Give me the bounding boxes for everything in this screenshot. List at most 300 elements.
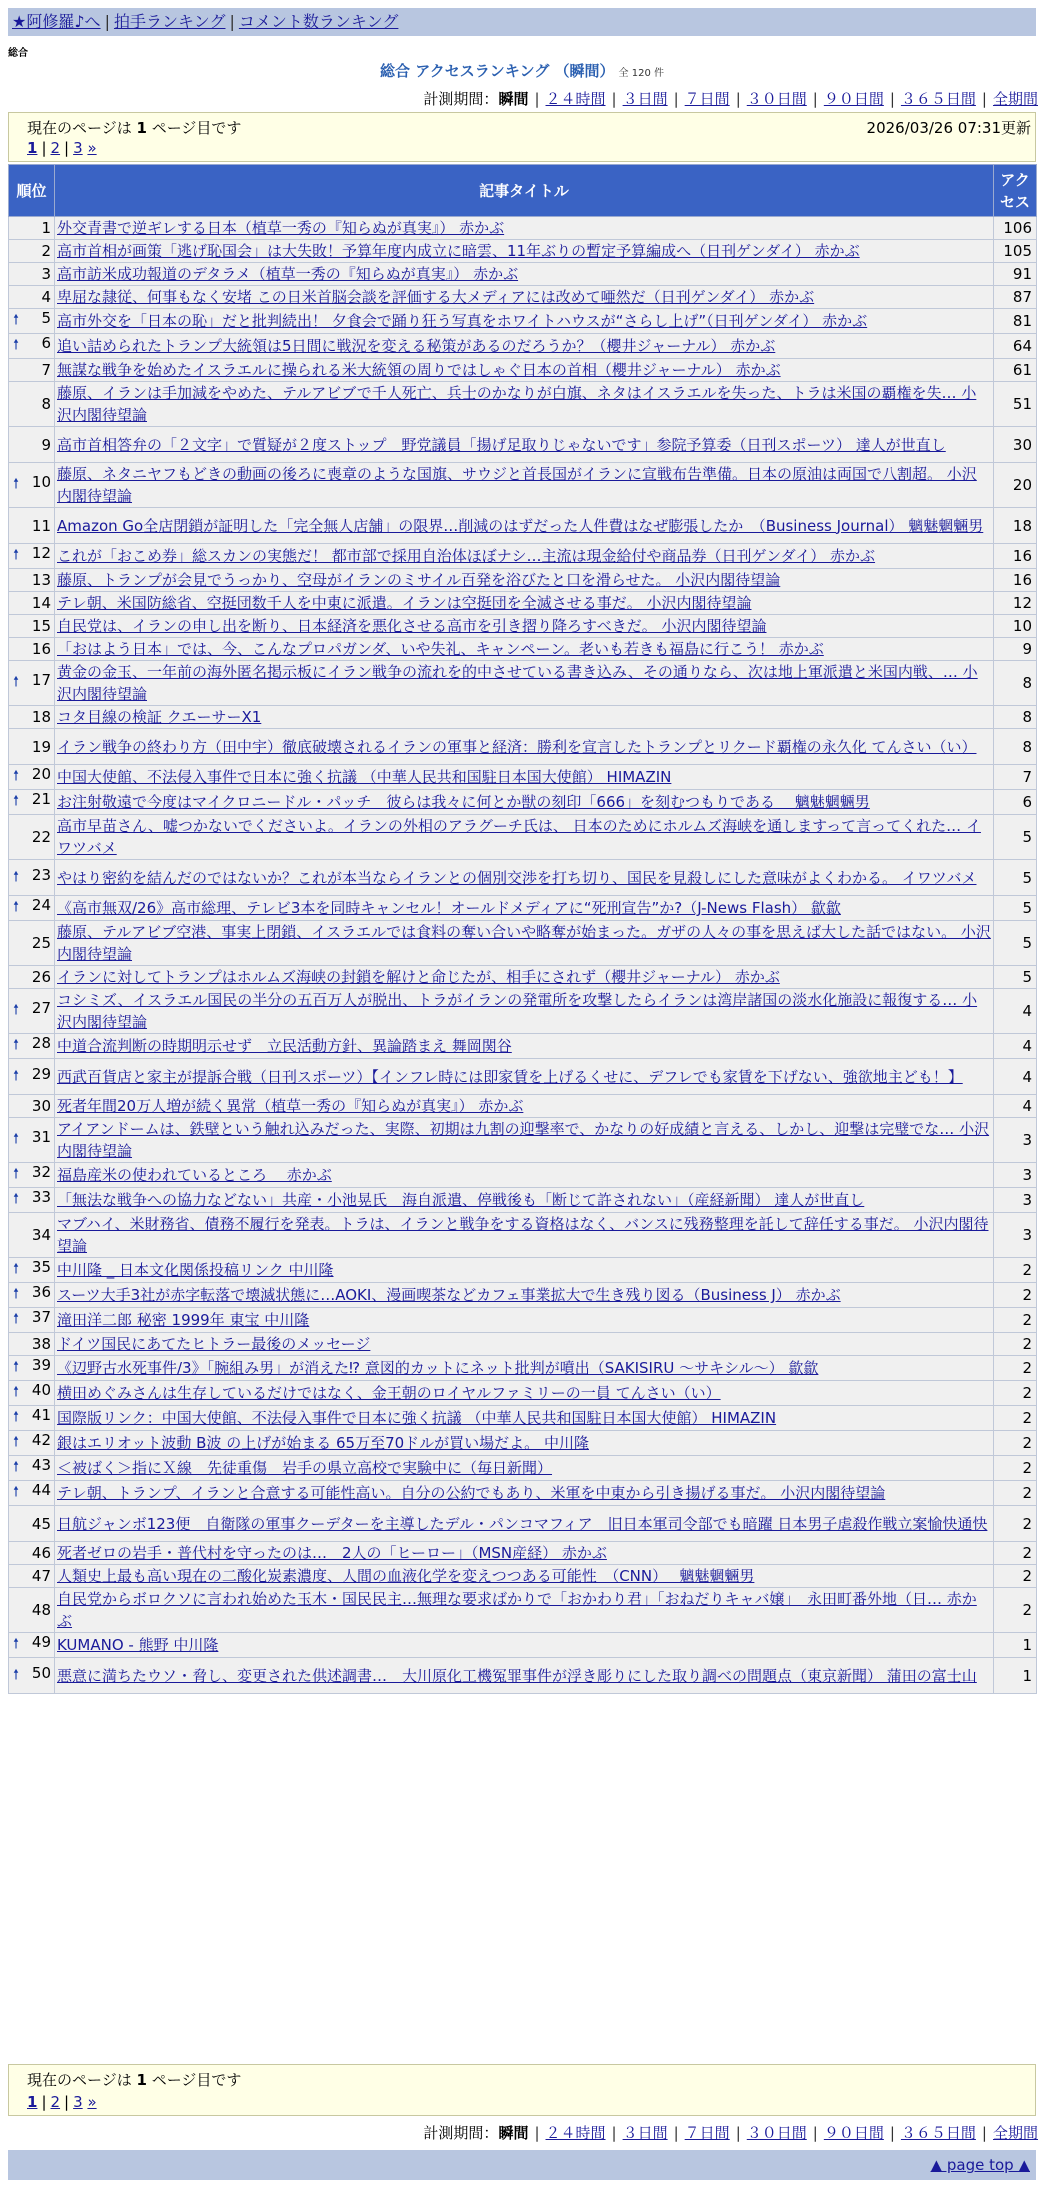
title-cell — [55, 427, 994, 463]
rank-number: 26 — [31, 968, 51, 986]
article-title-link[interactable]: 日航ジャンボ123便 自衛隊の軍事クーデターを主導したデル・パンコマフィア 旧日本軍司令部でも暗躍 日本男子虐殺作戦立案愉快通快 — [57, 1514, 988, 1533]
rank-cell — [9, 1481, 55, 1506]
rank-number: 7 — [41, 361, 51, 379]
period-separator: | — [812, 2124, 818, 2142]
period-separator: | — [611, 2124, 617, 2142]
access-count-cell: 16 — [994, 569, 1037, 592]
footer-bar — [8, 2150, 1036, 2180]
title-cell — [55, 1542, 994, 1565]
article-title-link[interactable]: 黄金の金玉、一年前の海外匿名掲示板にイラン戦争の流れを的中させている書き込み、その通りなら、次は地上軍派遣と米国内戦、… 小沢内閣待望論 — [57, 663, 978, 703]
nav-separator: | — [104, 12, 110, 31]
rank-cell — [9, 1565, 55, 1588]
rank-cell — [9, 569, 55, 592]
table-row — [9, 1588, 1037, 1633]
period-option-link[interactable]: ３日間 — [622, 90, 668, 108]
period-option-link[interactable]: ７日間 — [684, 2124, 730, 2142]
title-cell — [55, 1059, 994, 1095]
table-row — [9, 309, 1037, 334]
title-cell — [55, 569, 994, 592]
article-title-link[interactable]: 横田めぐみさんは生存しているだけではなく、金王朝のロイヤルファミリーの一員 てんさい（い） — [57, 1384, 721, 1402]
article-title-link[interactable]: 《辺野古水死事件/3》「腕組み男」が消えた⁉ 意図的カットにネット批判が噴出（SAKISIRU 〜サキシル〜） 歙歙 — [57, 1359, 819, 1377]
article-title-link[interactable]: テレ朝、トランプ、イランと合意する可能性高い。自分の公約でもあり、米軍を中東から引き揚げる事だ。 小沢内閣待望論 — [57, 1484, 886, 1502]
article-title-link[interactable]: やはり密約を結んだのではないか？これが本当ならイランとの個別交渉を打ち切り、国民を見殺しにした意味がよくわかる。 イワツバメ — [57, 868, 977, 887]
rank-up-arrow-icon: 🠕 — [13, 768, 20, 784]
table-row — [9, 544, 1037, 569]
rank-up-arrow-icon: 🠕 — [13, 1166, 20, 1182]
rank-number: 50 — [31, 1663, 51, 1682]
table-row — [9, 427, 1037, 463]
title-cell — [55, 896, 994, 921]
rank-up-arrow-icon: 🠕 — [13, 1384, 20, 1400]
rank-cell — [9, 1213, 55, 1258]
article-title-link[interactable]: 中道合流判断の時期明示せず 立民活動方針、異論踏まえ 舞岡関谷 — [57, 1037, 512, 1055]
table-row — [9, 1456, 1037, 1481]
title-cell — [55, 1213, 994, 1258]
rank-number: 9 — [41, 435, 51, 454]
rank-cell — [9, 1456, 55, 1481]
article-title-link[interactable]: 死者ゼロの岩手・普代村を守ったのは… 2人の「ヒーロー」（MSN産経） 赤かぶ — [57, 1544, 607, 1562]
rank-cell — [9, 359, 55, 382]
period-current: 瞬間 — [498, 2124, 529, 2142]
table-row — [9, 1381, 1037, 1406]
rank-number: 29 — [31, 1064, 51, 1083]
page-title — [0, 60, 1044, 81]
access-count-cell: 8 — [994, 706, 1037, 729]
rank-cell — [9, 592, 55, 615]
article-title-link[interactable]: スーツ大手3社が赤字転落で壊滅状態に…AOKI、漫画喫茶などカフェ事業拡大で生き残り図る（Business J） 赤かぶ — [57, 1286, 841, 1304]
table-row — [9, 286, 1037, 309]
rank-number: 15 — [31, 617, 51, 635]
article-title-link[interactable]: これが「おこめ券」総スカンの実態だ！ 都市部で採用自治体ほぼナシ…主流は現金給付や商品券（日刊ゲンダイ） 赤かぶ — [57, 547, 876, 565]
article-title-link[interactable]: 「おはよう日本」では、今、こんなプロパガンダ、いや失礼、キャンペーン。老いも若きも福島に行こう！ 赤かぶ — [57, 640, 824, 658]
title-cell — [55, 860, 994, 896]
rank-cell — [9, 309, 55, 334]
period-separator: | — [673, 2124, 679, 2142]
rank-cell — [9, 1381, 55, 1406]
period-option-link[interactable]: ７日間 — [684, 90, 730, 108]
period-separator: | — [981, 2124, 987, 2142]
table-row — [9, 1213, 1037, 1258]
period-option-link[interactable]: 全期間 — [992, 2124, 1038, 2142]
header-access-label: アクセス — [999, 170, 1030, 211]
period-option-link[interactable]: ２４時間 — [545, 2124, 606, 2142]
table-row — [9, 1356, 1037, 1381]
rank-up-arrow-icon: 🠕 — [13, 899, 20, 915]
rank-number: 35 — [31, 1258, 51, 1276]
article-title-link[interactable]: ドイツ国民にあてたヒトラー最後のメッセージ — [57, 1335, 371, 1353]
table-row — [9, 1095, 1037, 1118]
pagination-separator: | — [41, 139, 47, 157]
clap-ranking-link[interactable]: 拍手ランキング — [113, 12, 226, 31]
access-count-cell: 2 — [994, 1431, 1037, 1456]
title-cell — [55, 1431, 994, 1456]
rank-number: 14 — [31, 594, 51, 612]
period-option-link[interactable]: ３６５日間 — [900, 90, 976, 108]
article-title-link[interactable]: 人類史上最も高い現在の二酸化炭素濃度、人間の血液化学を変えつつある可能性 （CNN） 魑魅魍魎男 — [57, 1567, 755, 1585]
table-row — [9, 1308, 1037, 1333]
rank-number: 21 — [31, 790, 51, 808]
page-link[interactable]: 3 — [73, 2093, 83, 2111]
period-option-link[interactable]: ２４時間 — [545, 90, 606, 108]
table-row — [9, 217, 1037, 240]
table-row — [9, 463, 1037, 508]
period-separator: | — [611, 90, 617, 108]
access-count-cell: 30 — [994, 427, 1037, 463]
title-cell — [55, 1333, 994, 1356]
title-cell — [55, 1406, 994, 1431]
period-option-link[interactable]: ３日間 — [622, 2124, 668, 2142]
rank-cell — [9, 765, 55, 790]
article-title-link[interactable]: イランに対してトランプはホルムズ海峡の封鎖を解けと命じたが、相手にされず（櫻井ジャーナル） 赤かぶ — [57, 968, 780, 986]
pagination-separator: | — [64, 2093, 70, 2111]
article-title-link[interactable]: マブハイ、米財務省、債務不履行を発表。トラは、イランと戦争をする資格はなく、バンスに残務整理を託して辞任する事だ。 小沢内閣待望論 — [57, 1215, 989, 1255]
article-title-link[interactable]: 中川隆 _ 日本文化関係投稿リンク 中川隆 — [57, 1261, 334, 1279]
title-cell — [55, 638, 994, 661]
access-count-cell: 12 — [994, 592, 1037, 615]
header-rank-label: 順位 — [16, 181, 47, 200]
title-cell — [55, 263, 994, 286]
period-separator: | — [981, 90, 987, 108]
rank-up-arrow-icon: 🠕 — [13, 1002, 20, 1018]
access-count-cell: 105 — [994, 240, 1037, 263]
title-cell — [55, 966, 994, 989]
rank-number: 45 — [31, 1514, 51, 1533]
article-title-link[interactable]: テレ朝、米国防総省、空挺団数千人を中東に派遣。イランは空挺団を全滅させる事だ。 小沢内閣待望論 — [57, 594, 752, 612]
access-count-cell: 4 — [994, 1095, 1037, 1118]
period-label: 計測期間： — [423, 2124, 499, 2142]
access-count-cell: 2 — [994, 1506, 1037, 1542]
table-row — [9, 790, 1037, 815]
rank-up-arrow-icon: 🠕 — [13, 1067, 20, 1084]
access-count-cell: 7 — [994, 765, 1037, 790]
article-title-link[interactable]: 国際版リンク：中国大使館、不法侵入事件で日本に強く抗議 （中華人民共和国駐日本国大使館） HIMAZIN — [57, 1409, 777, 1427]
access-count-cell: 81 — [994, 309, 1037, 334]
table-row — [9, 921, 1037, 966]
page-number: 1 — [136, 119, 147, 137]
title-cell — [55, 706, 994, 729]
page-info-bottom — [8, 2064, 1036, 2116]
title-cell — [55, 1188, 994, 1213]
access-count-cell: 2 — [994, 1258, 1037, 1283]
title-cell — [55, 286, 994, 309]
rank-up-arrow-icon: 🠕 — [13, 476, 20, 492]
page-link[interactable]: 3 — [73, 139, 83, 157]
table-row — [9, 729, 1037, 765]
next-page-link[interactable]: » — [87, 139, 97, 157]
rank-cell — [9, 896, 55, 921]
access-count-cell: 61 — [994, 359, 1037, 382]
table-row — [9, 815, 1037, 860]
period-option-link[interactable]: ９０日間 — [823, 2124, 884, 2142]
access-count-cell: 51 — [994, 382, 1037, 427]
article-title-link[interactable]: 西武百貨店と家主が提訴合戦（日刊スポーツ）【インフレ時には即家賃を上げるくせに、デフレでも家賃を下げない、強欲地主ども！】 — [57, 1067, 963, 1086]
access-count-cell: 6 — [994, 790, 1037, 815]
rank-cell — [9, 815, 55, 860]
table-header-row — [9, 165, 1037, 217]
article-title-link[interactable]: 無謀な戦争を始めたイスラエルに操られる米大統領の周りではしゃぐ日本の首相（櫻井ジャーナル） 赤かぶ — [57, 361, 781, 379]
access-count-cell: 2 — [994, 1283, 1037, 1308]
article-title-link[interactable]: 銀はエリオット波動 B波 の上げが始まる 65万至70ドルが買い場だよ。 中川隆 — [57, 1434, 589, 1452]
title-cell — [55, 463, 994, 508]
article-title-link[interactable]: 藤原、イランは手加減をやめた、テルアビブで千人死亡、兵士のかなりが白旗、ネタはイスラエルを失った、トラは米国の覇権を失… 小沢内閣待望論 — [57, 384, 977, 424]
rank-number: 10 — [31, 473, 51, 491]
rank-number: 31 — [31, 1128, 51, 1146]
article-title-link[interactable]: 死者年間20万人増が続く異常（植草一秀の『知らぬが真実』） 赤かぶ — [57, 1097, 524, 1115]
home-link[interactable]: ★阿修羅♪へ — [12, 12, 101, 31]
rank-number: 1 — [41, 219, 51, 237]
article-title-link[interactable]: 滝田洋二郎 秘密 1999年 東宝 中川隆 — [57, 1311, 310, 1329]
article-title-link[interactable]: 「無法な戦争への協力などない」共産・小池晃氏 海自派遣、停戦後も「断じて許されない」（産経新聞） 達人が世直し — [57, 1191, 865, 1209]
article-title-link[interactable]: Amazon Go全店閉鎖が証明した「完全無人店舗」の限界…削減のはずだった人件費はなぜ膨張したか （Business Journal） 魑魅魍魎男 — [57, 516, 984, 535]
current-page-text — [27, 2069, 241, 2090]
rank-up-arrow-icon: 🠕 — [13, 1636, 20, 1652]
title-cell — [55, 615, 994, 638]
rank-up-arrow-icon: 🠕 — [13, 1359, 20, 1375]
rank-number: 37 — [31, 1308, 51, 1326]
access-count-cell: 2 — [994, 1308, 1037, 1333]
article-title-link[interactable]: 高市外交を「日本の恥」だと批判続出！ 夕食会で踊り狂う写真をホワイトハウスが“さらし上げ”（日刊ゲンダイ） 赤かぶ — [57, 312, 868, 330]
rank-cell — [9, 1588, 55, 1633]
rank-number: 36 — [31, 1283, 51, 1301]
rank-number: 22 — [31, 828, 51, 846]
article-title-link[interactable]: 藤原、テルアビブ空港、事実上閉鎖、イスラエルでは食料の奪い合いや略奪が始まった。ガザの人々の事を思えば大した話ではない。 小沢内閣待望論 — [57, 923, 991, 963]
page-text-suffix: ページ目です — [151, 119, 242, 137]
rank-cell — [9, 966, 55, 989]
article-title-link[interactable]: コタ目線の検証 クエーサーX1 — [57, 708, 262, 726]
access-count-cell: 2 — [994, 1356, 1037, 1381]
rank-up-arrow-icon: 🠕 — [13, 868, 20, 885]
article-title-link[interactable]: 追い詰められたトランプ大統領は5日間に戦況を変える秘策があるのだろうか？（櫻井ジャーナル） 赤かぶ — [57, 337, 776, 355]
title-cell — [55, 217, 994, 240]
title-cell — [55, 592, 994, 615]
rank-cell — [9, 1308, 55, 1333]
period-separator: | — [889, 90, 895, 108]
title-cell — [55, 334, 994, 359]
period-option-link[interactable]: ３０日間 — [746, 2124, 807, 2142]
article-title-link[interactable]: 藤原、ネタニヤフもどきの動画の後ろに喪章のような国旗、サウジと首長国がイランに宣戦布告準備。日本の原油は両国で八割超。 小沢内閣待望論 — [57, 465, 977, 505]
period-option-link[interactable]: ３６５日間 — [900, 2124, 976, 2142]
table-row — [9, 382, 1037, 427]
page-link[interactable]: 1 — [27, 2093, 38, 2111]
table-row — [9, 1163, 1037, 1188]
rank-number: 11 — [31, 516, 51, 535]
access-count-cell: 16 — [994, 544, 1037, 569]
access-count-cell: 1 — [994, 1658, 1037, 1694]
rank-number: 13 — [31, 571, 51, 589]
access-count-cell: 2 — [994, 1456, 1037, 1481]
rank-cell — [9, 334, 55, 359]
period-option-link[interactable]: ９０日間 — [823, 90, 884, 108]
page-text-prefix: 現在のページは — [27, 119, 132, 137]
table-row — [9, 706, 1037, 729]
table-row — [9, 765, 1037, 790]
table-row — [9, 1406, 1037, 1431]
rank-number: 39 — [31, 1356, 51, 1374]
table-row — [9, 1506, 1037, 1542]
period-option-link[interactable]: 全期間 — [992, 90, 1038, 108]
table-row — [9, 1542, 1037, 1565]
article-title-link[interactable]: 自民党からボロクソに言われ始めた玉木・国民民主…無理な要求ばかりで「おかわり君」「おねだりキャバ嬢」 永田町番外地（日… 赤かぶ — [57, 1590, 977, 1630]
rank-number: 46 — [31, 1544, 51, 1562]
rank-number: 12 — [31, 544, 51, 562]
article-title-link[interactable]: コシミズ、イスラエル国民の半分の五百万人が脱出、トラがイランの発電所を攻撃したらイランは湾岸諸国の淡水化施設に報復する… 小沢内閣待望論 — [57, 991, 978, 1031]
article-title-link[interactable]: 高市訪米成功報道のデタラメ（植草一秀の『知らぬが真実』） 赤かぶ — [57, 265, 519, 283]
article-title-link[interactable]: 悪意に満ちたウソ・脅し、変更された供述調書… 大川原化工機冤罪事件が浮き彫りにした取り調べの問題点（東京新聞） 蒲田の富士山 — [57, 1666, 977, 1685]
rank-cell — [9, 1406, 55, 1431]
access-count-cell: 2 — [994, 1565, 1037, 1588]
access-count-cell: 2 — [994, 1333, 1037, 1356]
article-title-link[interactable]: 高市早苗さん、嘘つかないでくださいよ。イランの外相のアラグーチ氏は、 日本のためにホルムズ海峡を通しますって言ってくれた… イワツバメ — [57, 817, 981, 857]
article-title-link[interactable]: イラン戦争の終わり方（田中宇）徹底破壊されるイランの軍事と経済：勝利を宣言したトランプとリクード覇権の永久化 てんさい（い） — [57, 737, 977, 756]
title-cell — [55, 989, 994, 1034]
period-current: 瞬間 — [498, 90, 529, 108]
nav-separator: | — [229, 12, 235, 31]
next-page-link[interactable]: » — [87, 2093, 97, 2111]
rank-number: 24 — [31, 896, 51, 914]
rank-number: 28 — [31, 1034, 51, 1052]
period-label: 計測期間： — [423, 90, 499, 108]
rank-number: 34 — [31, 1226, 51, 1244]
rank-cell — [9, 286, 55, 309]
table-row — [9, 860, 1037, 896]
access-count-cell: 5 — [994, 815, 1037, 860]
title-cell — [55, 1481, 994, 1506]
table-row — [9, 1565, 1037, 1588]
table-row — [9, 240, 1037, 263]
rank-cell — [9, 1188, 55, 1213]
rank-number: 6 — [41, 334, 51, 352]
access-count-cell: 4 — [994, 1034, 1037, 1059]
rank-cell — [9, 382, 55, 427]
page-link[interactable]: 1 — [27, 139, 38, 157]
rank-cell — [9, 240, 55, 263]
rank-cell — [9, 1258, 55, 1283]
comment-ranking-link[interactable]: コメント数ランキング — [238, 12, 399, 31]
table-row — [9, 638, 1037, 661]
page-number: 1 — [136, 2071, 147, 2089]
table-row — [9, 569, 1037, 592]
period-option-link[interactable]: ３０日間 — [746, 90, 807, 108]
article-title-link[interactable]: アイアンドームは、鉄壁という触れ込みだった、実際、初期は九割の迎撃率で、かなりの好成績と言える、しかし、迎撃は完璧でな… 小沢内閣待望論 — [57, 1120, 990, 1160]
total-count: 全 120 件 — [618, 68, 664, 79]
article-title-link[interactable]: 高市首相が画策「逃げ恥国会」は大失敗！予算年度内成立に暗雲、11年ぶりの暫定予算編成へ（日刊ゲンダイ） 赤かぶ — [57, 242, 860, 260]
access-count-cell: 2 — [994, 1406, 1037, 1431]
rank-cell — [9, 1506, 55, 1542]
table-row — [9, 896, 1037, 921]
article-title-link[interactable]: 福島産米の使われているところ 赤かぶ — [57, 1166, 332, 1184]
rank-up-arrow-icon: 🠕 — [13, 1459, 20, 1475]
period-selector-top — [423, 88, 1038, 109]
rank-up-arrow-icon: 🠕 — [13, 1037, 20, 1053]
rank-up-arrow-icon: 🠕 — [13, 1131, 20, 1147]
access-count-cell: 8 — [994, 729, 1037, 765]
rank-cell — [9, 1333, 55, 1356]
rank-cell — [9, 463, 55, 508]
table-row — [9, 1283, 1037, 1308]
article-title-link[interactable]: 卑屈な隷従、何事もなく安堵 この日米首脳会談を評価する大メディアには改めて唖然だ（日刊ゲンダイ） 赤かぶ — [57, 288, 815, 306]
table-row — [9, 615, 1037, 638]
rank-cell — [9, 1658, 55, 1694]
rank-number: 19 — [31, 737, 51, 756]
rank-number: 38 — [31, 1335, 51, 1353]
access-count-cell: 3 — [994, 1163, 1037, 1188]
rank-cell — [9, 706, 55, 729]
period-separator: | — [534, 2124, 540, 2142]
title-cell — [55, 309, 994, 334]
rank-number: 43 — [31, 1456, 51, 1474]
page-link[interactable]: 2 — [50, 2093, 61, 2111]
article-title-link[interactable]: 高市首相答弁の「２文字」で質疑が２度ストップ 野党議員「揚げ足取りじゃないです」参院予算委（日刊スポーツ） 達人が世直し — [57, 435, 946, 454]
article-title-link[interactable]: 《高市無双/26》高市総理、テレビ3本を同時キャンセル！オールドメディアに“死刑宣告”か?（J-News Flash） 歙歙 — [57, 899, 841, 917]
rank-cell — [9, 1118, 55, 1163]
access-count-cell: 2 — [994, 1481, 1037, 1506]
header-title: 記事タイトル — [55, 165, 994, 217]
table-row — [9, 1059, 1037, 1095]
page-link[interactable]: 2 — [50, 139, 61, 157]
rank-number: 8 — [41, 395, 51, 413]
article-title-link[interactable]: KUMANO - 熊野 中川隆 — [57, 1636, 219, 1654]
article-title-link[interactable]: 藤原、トランプが会見でうっかり、空母がイランのミサイル百発を浴びたと口を滑らせた。 小沢内閣待望論 — [57, 571, 781, 589]
pagination — [27, 2093, 97, 2111]
period-separator: | — [673, 90, 679, 108]
access-count-cell: 9 — [994, 638, 1037, 661]
title-cell — [55, 661, 994, 706]
page-info-top — [8, 112, 1036, 162]
access-count-cell: 4 — [994, 989, 1037, 1034]
rank-number: 33 — [31, 1188, 51, 1206]
access-count-cell: 64 — [994, 334, 1037, 359]
page-top-link[interactable]: ▲ page top ▲ — [930, 2156, 1030, 2174]
access-count-cell: 91 — [994, 263, 1037, 286]
title-cell — [55, 1356, 994, 1381]
table-row — [9, 1333, 1037, 1356]
rank-number: 42 — [31, 1431, 51, 1449]
rank-up-arrow-icon: 🠕 — [13, 337, 20, 353]
rank-cell — [9, 1431, 55, 1456]
title-cell — [55, 1588, 994, 1633]
rank-cell — [9, 427, 55, 463]
article-title-link[interactable]: 自民党は、イランの申し出を断り、日本経済を悪化させる高市を引き摺り降ろすべきだ。 小沢内閣待望論 — [57, 617, 767, 635]
rank-cell — [9, 638, 55, 661]
table-row — [9, 1034, 1037, 1059]
rank-number: 32 — [31, 1163, 51, 1181]
table-row — [9, 1481, 1037, 1506]
title-cell — [55, 790, 994, 815]
rank-cell — [9, 1356, 55, 1381]
article-title-link[interactable]: お注射敬遠で今度はマイクロニードル・パッチ 彼らは我々に何とか獣の刻印「666」を刻むつもりである 魑魅魍魎男 — [57, 793, 870, 811]
access-count-cell: 20 — [994, 463, 1037, 508]
title-cell — [55, 382, 994, 427]
access-count-cell: 5 — [994, 860, 1037, 896]
ranking-title: 総合 アクセスランキング （瞬間） — [380, 62, 615, 80]
access-count-cell: 1 — [994, 1633, 1037, 1658]
rank-up-arrow-icon: 🠕 — [13, 547, 20, 563]
title-cell — [55, 240, 994, 263]
rank-number: 3 — [41, 265, 51, 283]
article-title-link[interactable]: 中国大使館、不法侵入事件で日本に強く抗議 （中華人民共和国駐日本国大使館） HIMAZIN — [57, 768, 672, 786]
access-count-cell: 2 — [994, 1542, 1037, 1565]
table-row — [9, 1658, 1037, 1694]
article-title-link[interactable]: ＜被ばく＞指にＸ線 先徒重傷 岩手の県立高校で実験中に（毎日新聞） — [57, 1459, 553, 1477]
rank-up-arrow-icon: 🠕 — [13, 1434, 20, 1450]
ranking-table — [8, 164, 1037, 1694]
title-cell — [55, 1506, 994, 1542]
table-row — [9, 1118, 1037, 1163]
table-row — [9, 592, 1037, 615]
title-cell — [55, 544, 994, 569]
article-title-link[interactable]: 外交青書で逆ギレする日本（植草一秀の『知らぬが真実』） 赤かぶ — [57, 219, 505, 237]
table-row — [9, 359, 1037, 382]
